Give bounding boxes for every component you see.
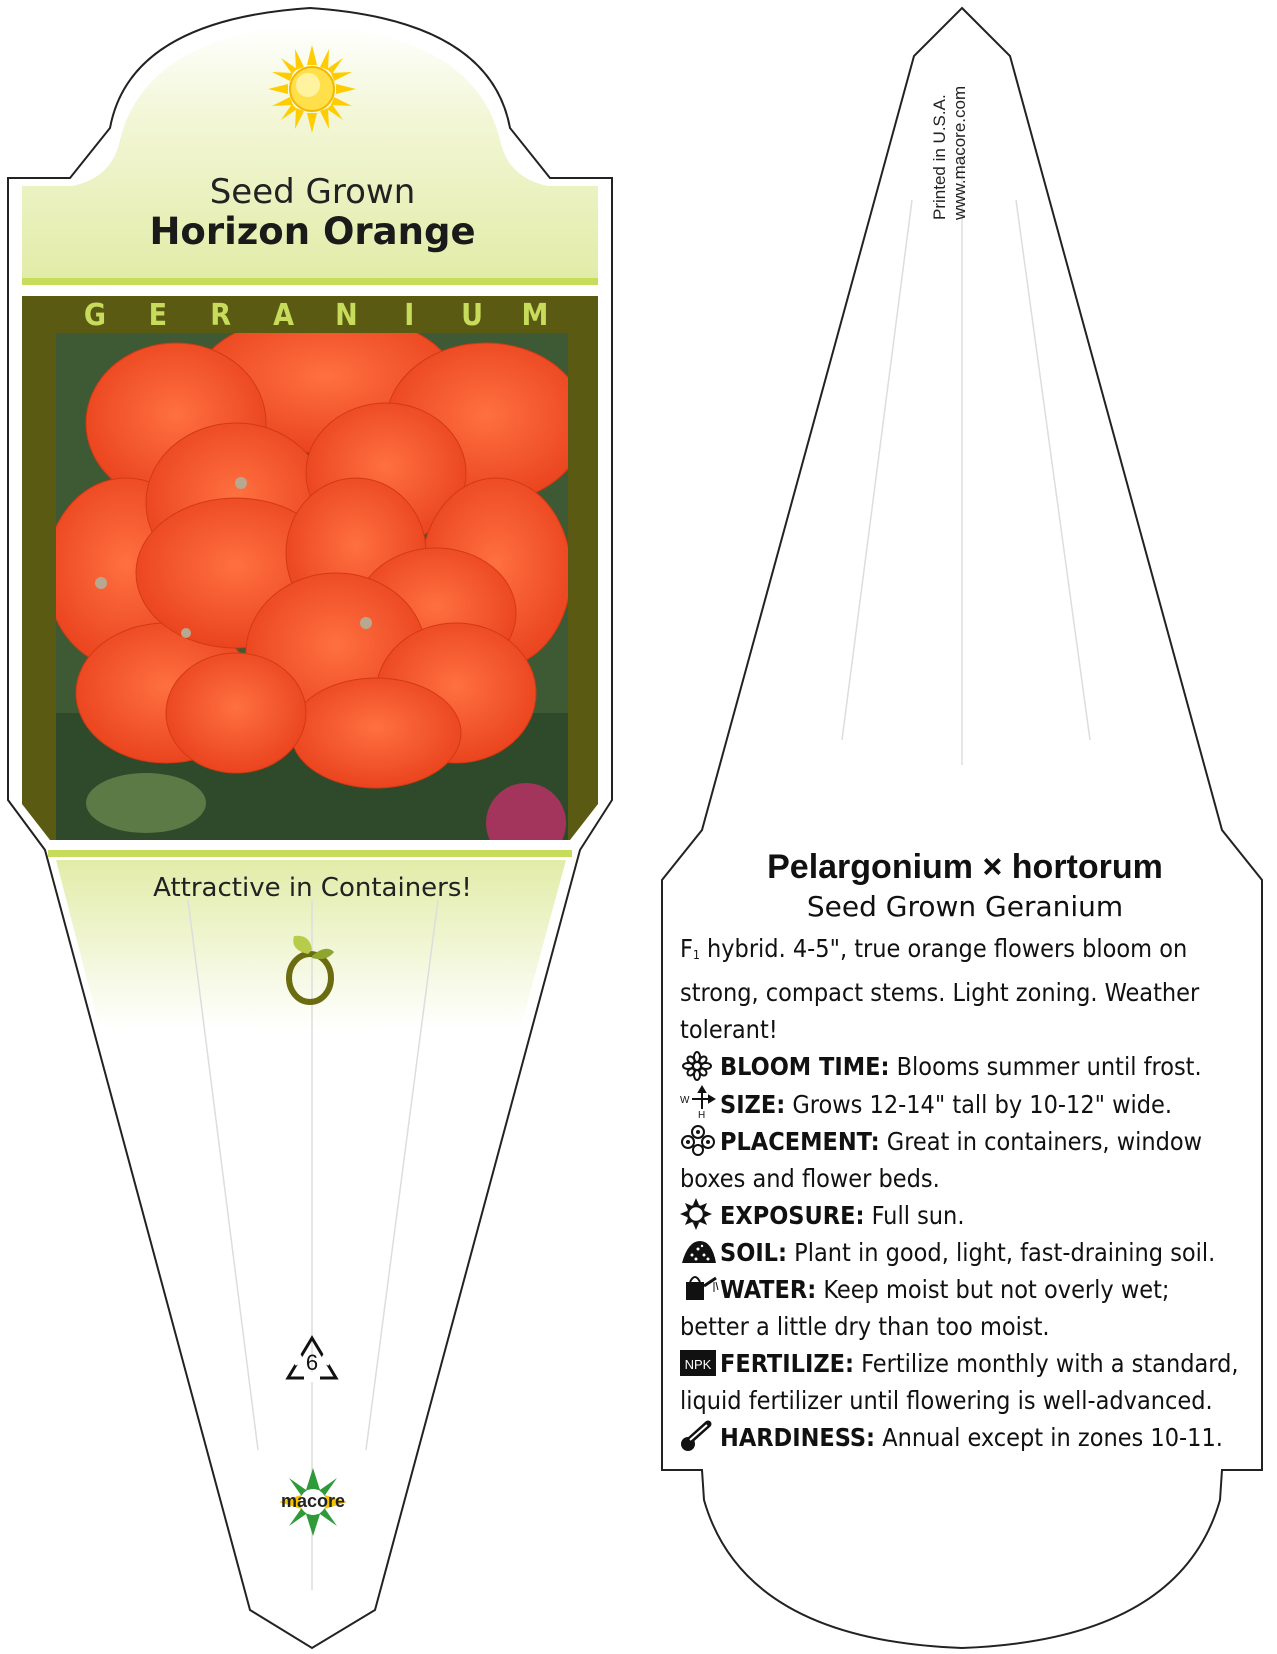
- fertilize-row: NPK FERTILIZE: Fertilize monthly with a standard, liquid fertilizer until flowering is well-advanced.: [680, 1349, 1239, 1415]
- exposure-sun-icon: [680, 1198, 720, 1228]
- svg-text:NPK: NPK: [684, 1357, 712, 1372]
- website: www.macore.com: [950, 85, 969, 220]
- genus-letter: N: [335, 298, 358, 333]
- botanical-name: Pelargonium × hortorum: [767, 848, 1163, 886]
- water-row: WATER: Keep moist but not overly wet; better a little dry than too moist.: [680, 1271, 1240, 1345]
- printed-in-usa: Printed in U.S.A.: [930, 94, 949, 220]
- intro-text: F1 hybrid. 4-5", true orange flowers bloom on strong, compact stems. Light zoning. Weather tolerant!: [680, 934, 1200, 1044]
- title-line-1: Seed Grown: [209, 172, 416, 212]
- genus-letter: M: [521, 298, 549, 333]
- brand-name: macore: [280, 1491, 346, 1511]
- thermometer-icon: [680, 1420, 720, 1450]
- hardiness-row: HARDINESS: Annual except in zones 10-11.: [680, 1419, 1240, 1456]
- genus-letter: R: [210, 298, 232, 333]
- placement-row: PLACEMENT: Great in containers, window boxes and flower beds.: [680, 1123, 1240, 1197]
- tagline: Attractive in Containers!: [153, 873, 472, 903]
- soil-row: SOIL: Plant in good, light, fast-draining soil.: [680, 1234, 1240, 1271]
- watering-can-icon: [680, 1272, 720, 1302]
- genus-letter: U: [461, 298, 484, 333]
- size-icon: [680, 1085, 720, 1119]
- bloom-time-icon: [680, 1051, 720, 1081]
- genus-letter: E: [148, 298, 168, 333]
- printed-info: [930, 86, 970, 220]
- common-name: Seed Grown Geranium: [806, 890, 1124, 923]
- size-row: W H SIZE: Grows 12-14" tall by 10-12" wide.: [680, 1085, 1240, 1123]
- svg-text:H: H: [698, 1110, 706, 1119]
- genus-letter: I: [404, 298, 415, 333]
- exposure-row: EXPOSURE: Full sun.: [680, 1197, 1240, 1234]
- variety-name: Horizon Orange: [149, 210, 476, 253]
- soil-icon: [680, 1237, 720, 1267]
- recycle-number: 6: [305, 1350, 319, 1375]
- svg-text:W: W: [680, 1095, 690, 1106]
- genus-letter: G: [83, 298, 107, 333]
- genus-letter: A: [273, 298, 294, 333]
- npk-icon: [680, 1348, 720, 1378]
- bloom-time-row: BLOOM TIME: Blooms summer until frost.: [680, 1048, 1240, 1085]
- placement-icon: [680, 1124, 720, 1154]
- plant-info: [680, 930, 1240, 1456]
